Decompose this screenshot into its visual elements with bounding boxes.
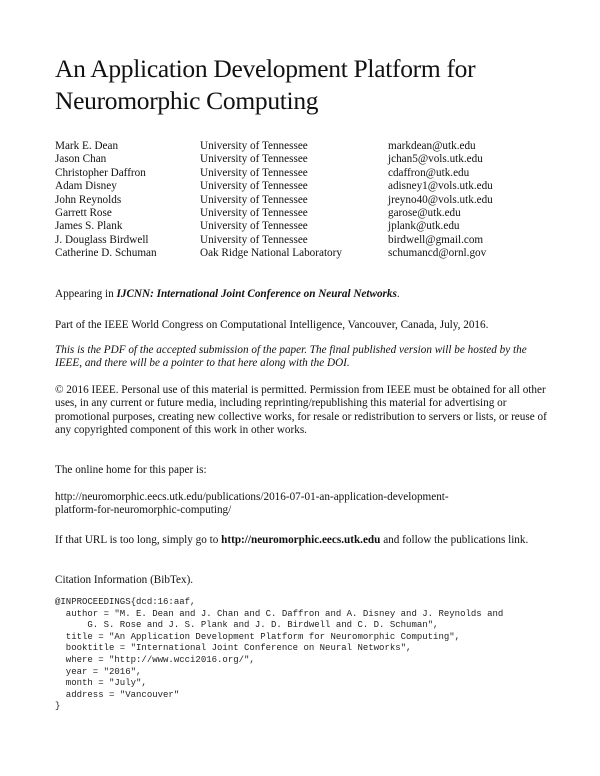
fallback-instructions — [55, 534, 550, 547]
author-affiliation: University of Tennessee — [200, 206, 308, 219]
bibtex-line: @INPROCEEDINGS{dcd:16:aaf, — [55, 597, 196, 607]
author-name: John Reynolds — [55, 193, 122, 206]
title-line: An Application Development Platform for — [55, 54, 476, 83]
bibtex-line: year = "2016", — [55, 666, 142, 677]
bibtex-line: address = "Vancouver" — [55, 689, 180, 700]
author-name: Catherine D. Schuman — [55, 247, 157, 260]
author-row — [55, 140, 528, 153]
author-name: Adam Disney — [55, 180, 117, 193]
bibtex-line: title = "An Application Development Platform for Neuromorphic Computing", — [55, 631, 461, 642]
appearing-suffix: . — [396, 288, 400, 300]
appearing-in — [55, 288, 550, 301]
author-row — [55, 194, 528, 207]
author-email: markdean@utk.edu — [388, 140, 476, 152]
citation-label: Citation Information (BibTex). — [55, 574, 194, 586]
title-line: Neuromorphic Computing — [55, 86, 319, 115]
author-affiliation: University of Tennessee — [200, 140, 308, 152]
venue-name: IJCNN: International Joint Conference on Neural Networks — [116, 288, 397, 300]
author-affiliation: University of Tennessee — [200, 220, 308, 233]
bibtex-line: where = "http://www.wcci2016.org/", — [55, 654, 255, 665]
author-email: schumancd@ornl.gov — [388, 247, 487, 260]
bibtex-line: author = "M. E. Dean and J. Chan and C. Daffron and A. Disney and J. Reynolds and — [55, 608, 504, 619]
paper-title — [55, 53, 575, 117]
bibtex-line: booktitle = "International Joint Conference on Neural Networks", — [55, 643, 412, 654]
author-name: J. Douglass Birdwell — [55, 233, 149, 246]
author-row — [55, 167, 528, 180]
author-name: James S. Plank — [55, 220, 123, 233]
author-email: jplank@utk.edu — [388, 220, 460, 233]
author-email: jchan5@vols.utk.edu — [388, 153, 483, 166]
author-name: Christopher Daffron — [55, 166, 146, 179]
project-site-link[interactable]: http://neuromorphic.eecs.utk.edu — [221, 534, 381, 546]
author-affiliation: Oak Ridge National Laboratory — [200, 247, 342, 260]
author-affiliation: University of Tennessee — [200, 180, 308, 193]
fallback-prefix: If that URL is too long, simply go to — [55, 534, 222, 546]
author-row — [55, 220, 528, 233]
author-email: birdwell@gmail.com — [388, 233, 484, 246]
author-row — [55, 207, 528, 220]
author-email: jreyno40@vols.utk.edu — [388, 193, 493, 206]
author-row — [55, 153, 528, 166]
fallback-suffix: and follow the publications link. — [380, 534, 529, 546]
author-affiliation: University of Tennessee — [200, 153, 308, 166]
author-email: garose@utk.edu — [388, 206, 461, 219]
bibtex-line: month = "July", — [55, 678, 147, 689]
author-row — [55, 180, 528, 193]
author-email: cdaffron@utk.edu — [388, 166, 470, 179]
online-home-label: The online home for this paper is: — [55, 464, 207, 476]
author-list — [55, 140, 528, 261]
author-name: Jason Chan — [55, 153, 107, 166]
author-email: adisney1@vols.utk.edu — [388, 180, 493, 193]
author-name: Mark E. Dean — [55, 140, 119, 152]
url-line[interactable]: http://neuromorphic.eecs.utk.edu/publications/2016-07-01-an-application-development- — [55, 491, 449, 503]
copyright-notice: © 2016 IEEE. Personal use of this material is permitted. Permission from IEEE must be obtained for all other uses, in any current or future media, including reprinting/republishing this material for advertising or promotional purposes, creating new collective works, for resale or redistribution to servers or lists, or reuse of any copyrighted component of this work in other works. — [55, 384, 547, 437]
bibtex-block — [55, 597, 503, 713]
online-home-url[interactable] — [55, 491, 550, 518]
author-affiliation: University of Tennessee — [200, 233, 308, 246]
author-row — [55, 247, 528, 260]
author-affiliation: University of Tennessee — [200, 193, 308, 206]
author-row — [55, 234, 528, 247]
bibtex-line: } — [55, 701, 61, 712]
url-line[interactable]: platform-for-neuromorphic-computing/ — [55, 504, 232, 517]
author-affiliation: University of Tennessee — [200, 166, 308, 179]
part-of-congress: Part of the IEEE World Congress on Computational Intelligence, Vancouver, Canada, July, 2016. — [55, 319, 489, 331]
author-name: Garrett Rose — [55, 206, 112, 219]
accepted-note: This is the PDF of the accepted submission of the paper. The final published version will be hosted by the IEEE, and there will be a pointer to that here along with the DOI. — [55, 344, 527, 370]
appearing-prefix: Appearing in — [55, 288, 117, 300]
bibtex-line: G. S. Rose and J. S. Plank and J. D. Birdwell and C. D. Schuman", — [55, 620, 439, 631]
